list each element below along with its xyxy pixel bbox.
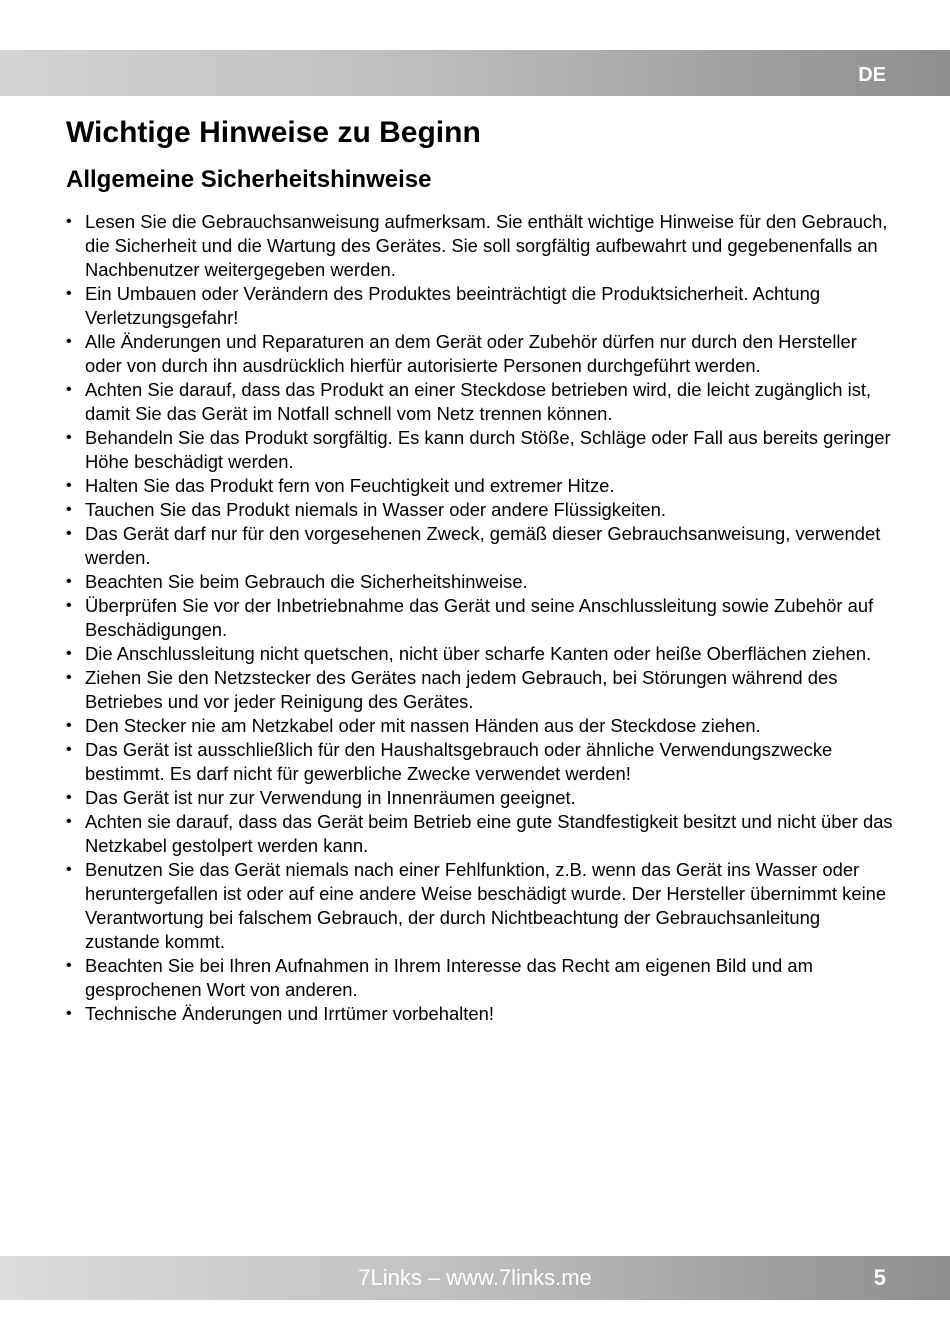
header-bar <box>0 50 950 96</box>
list-item <box>66 282 896 330</box>
bullet-icon: • <box>66 957 72 974</box>
bullet-icon: • <box>66 573 72 590</box>
list-item-text: Überprüfen Sie vor der Inbetriebnahme das Gerät und seine Anschlussleitung sowie Zubehör auf Beschädigungen. <box>85 595 874 640</box>
list-item-text: Alle Änderungen und Reparaturen an dem Gerät oder Zubehör dürfen nur durch den Hersteller oder von durch ihn ausdrücklich hierfür autorisierte Personen durchgeführt werden. <box>85 331 857 376</box>
list-item-text: Den Stecker nie am Netzkabel oder mit nassen Händen aus der Steckdose ziehen. <box>85 715 761 736</box>
section-heading: Allgemeine Sicherheitshinweise <box>66 166 432 193</box>
page-number: 5 <box>873 1265 886 1290</box>
list-item <box>66 714 896 738</box>
list-item-text: Achten Sie darauf, dass das Produkt an einer Steckdose betrieben wird, die leicht zugänglich ist, damit Sie das Gerät im Notfall schnell vom Netz trennen können. <box>85 379 872 424</box>
list-item-text: Das Gerät ist nur zur Verwendung in Innenräumen geeignet. <box>85 787 576 808</box>
list-item <box>66 570 896 594</box>
bullet-icon: • <box>66 645 72 662</box>
bullet-icon: • <box>66 213 72 230</box>
bullet-icon: • <box>66 597 72 614</box>
list-item <box>66 786 896 810</box>
list-item <box>66 738 896 786</box>
bullet-icon: • <box>66 789 72 806</box>
list-item <box>66 594 896 642</box>
bullet-icon: • <box>66 429 72 446</box>
safety-list <box>66 210 896 1026</box>
list-item <box>66 522 896 570</box>
list-item-text: Tauchen Sie das Produkt niemals in Wasser oder andere Flüssigkeiten. <box>85 499 666 520</box>
list-item-text: Achten sie darauf, dass das Gerät beim Betrieb eine gute Standfestigkeit besitzt und nicht über das Netzkabel gestolpert werden kann. <box>85 811 893 856</box>
list-item <box>66 642 896 666</box>
list-item <box>66 498 896 522</box>
list-item <box>66 426 896 474</box>
list-item-text: Das Gerät ist ausschließlich für den Haushaltsgebrauch oder ähnliche Verwendungszwecke bestimmt. Es darf nicht für gewerbliche Zwecke verwendet werden! <box>85 739 833 784</box>
bullet-icon: • <box>66 717 72 734</box>
page-title: Wichtige Hinweise zu Beginn <box>66 116 481 149</box>
list-item-text: Technische Änderungen und Irrtümer vorbehalten! <box>85 1003 494 1024</box>
bullet-icon: • <box>66 501 72 518</box>
bullet-icon: • <box>66 1005 72 1022</box>
list-item-text: Beachten Sie beim Gebrauch die Sicherheitshinweise. <box>85 571 528 592</box>
list-item <box>66 858 896 954</box>
list-item <box>66 810 896 858</box>
bullet-icon: • <box>66 381 72 398</box>
list-item <box>66 378 896 426</box>
bullet-icon: • <box>66 477 72 494</box>
bullet-icon: • <box>66 669 72 686</box>
list-item <box>66 474 896 498</box>
list-item <box>66 666 896 714</box>
list-item-text: Ein Umbauen oder Verändern des Produktes beeinträchtigt die Produktsicherheit. Achtung Verletzungsgefahr! <box>85 283 821 328</box>
list-item-text: Das Gerät darf nur für den vorgesehenen Zweck, gemäß dieser Gebrauchsanweisung, verwendet werden. <box>85 523 881 568</box>
list-item-text: Ziehen Sie den Netzstecker des Gerätes nach jedem Gebrauch, bei Störungen während des Betriebes und vor jeder Reinigung des Gerätes. <box>85 667 838 712</box>
language-label: DE <box>858 64 886 86</box>
list-item <box>66 1002 896 1026</box>
list-item-text: Lesen Sie die Gebrauchsanweisung aufmerksam. Sie enthält wichtige Hinweise für den Gebrauch, die Sicherheit und die Wartung des Gerätes. Sie soll sorgfältig aufbewahrt und gegebenenfalls an Nachbenutzer weitergegeben werden. <box>85 211 888 280</box>
bullet-icon: • <box>66 741 72 758</box>
list-item-text: Benutzen Sie das Gerät niemals nach einer Fehlfunktion, z.B. wenn das Gerät ins Wasser oder heruntergefallen ist oder auf eine andere Weise beschädigt wurde. Der Hersteller übernimmt keine Verantwortung bei falschem Gebrauch, der durch Nichtbeachtung der Gebrauchsanleitung zustande kommt. <box>85 859 887 952</box>
list-item <box>66 210 896 282</box>
list-item <box>66 954 896 1002</box>
list-item-text: Behandeln Sie das Produkt sorgfältig. Es kann durch Stöße, Schläge oder Fall aus bereits geringer Höhe beschädigt werden. <box>85 427 891 472</box>
footer-website: 7Links – www.7links.me <box>358 1265 592 1290</box>
bullet-icon: • <box>66 525 72 542</box>
list-item <box>66 330 896 378</box>
bullet-icon: • <box>66 333 72 350</box>
list-item-text: Halten Sie das Produkt fern von Feuchtigkeit und extremer Hitze. <box>85 475 615 496</box>
list-item-text: Die Anschlussleitung nicht quetschen, nicht über scharfe Kanten oder heiße Oberflächen ziehen. <box>85 643 872 664</box>
bullet-icon: • <box>66 285 72 302</box>
bullet-icon: • <box>66 861 72 878</box>
list-item-text: Beachten Sie bei Ihren Aufnahmen in Ihrem Interesse das Recht am eigenen Bild und am gesprochenen Wort von anderen. <box>85 955 813 1000</box>
bullet-icon: • <box>66 813 72 830</box>
